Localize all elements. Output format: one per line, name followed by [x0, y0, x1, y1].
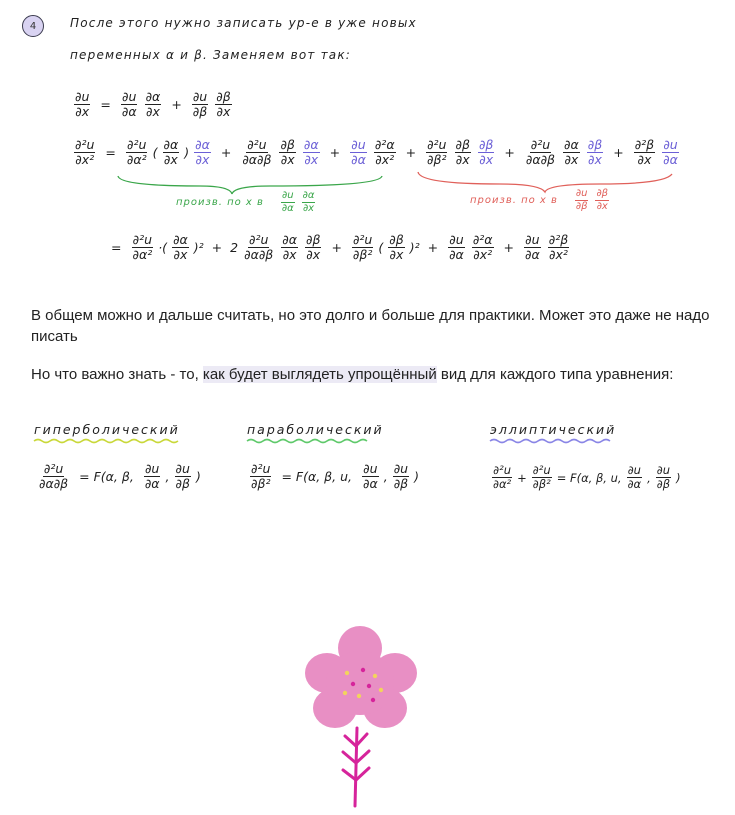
- type-elliptic: эллиптический: [490, 422, 617, 437]
- type-hyperbolic: гиперболический: [34, 422, 180, 437]
- eq2-f-p-num: ∂u: [663, 137, 678, 152]
- par-lhs-den: ∂β²: [251, 476, 271, 492]
- eq3-b-q-num: ∂β: [305, 232, 321, 247]
- eq3-a-den: ∂α²: [132, 247, 153, 263]
- eq3-a-p-den: ∂x: [173, 247, 188, 263]
- eq2-c-p-num: ∂²α: [374, 137, 395, 152]
- ell-f2-den: ∂β: [656, 477, 671, 492]
- par-f1-num: ∂u: [363, 461, 378, 476]
- ell-l2-num: ∂²u: [532, 463, 551, 477]
- form-elliptic: $\frac{\text{∂²u}}{\text{∂α²}}$ + $\frac{\text{∂²u}}{\text{∂β²}}$ = F(α, β, u, $\frac{\partial u}{\partial\alpha}$ , $\frac{\partial u}{\partial\beta}$ ): [493, 463, 681, 492]
- eq3-c-den: ∂β²: [352, 247, 373, 263]
- eq1-t2b-den: ∂x: [216, 104, 231, 120]
- paragraph2-post: вид для каждого типа уравнения:: [436, 366, 674, 383]
- eq2-lhs-num: ∂²u: [75, 137, 95, 152]
- green-f2-den: ∂x: [303, 202, 315, 214]
- eq2-b-den: ∂α∂β: [242, 152, 272, 168]
- eq1-t1a-num: ∂u: [122, 89, 137, 104]
- par-f1-den: ∂α: [362, 476, 378, 492]
- eq2-d-q-num: ∂β: [478, 137, 494, 152]
- eq3-a-p-num: ∂α: [173, 232, 188, 247]
- red-f2-den: ∂x: [596, 200, 608, 212]
- hyp-close: ): [195, 469, 201, 485]
- equation-second-derivative: $\frac{\text{∂²u}}{\text{∂x²}}$ = $\frac{\text{∂²u}}{\text{∂α²}}$ ( $\frac{\partial\alpha}{\partial x}$ ) $\frac{\partial\alpha}{\partial x}$ + $\frac{\text{∂²u}}{\partial\alpha\partial\beta}$ $\frac{\partial\beta}{\partial x}$ $\frac{\partial\alpha}{\partial x}$ + $\frac{\partial u}{\partial\alpha}$ $\frac{\text{∂²α}}{\text{∂x²}}$ + $\frac{\text{∂²u}}{\text{∂β²}}$ $\frac{\partial\beta}{\partial x}$ $\frac{\partial\beta}{\partial x}$ + $\frac{\text{∂²u}}{\partial\alpha\partial\beta}$ $\frac{\partial\alpha}{\partial x}$ $\frac{\partial\beta}{\partial x}$ + $\frac{\text{∂²β}}{\partial x}$ $\frac{\partial u}{\partial\alpha}$: [75, 137, 678, 168]
- green-label-text: произв. по x в: [176, 196, 264, 208]
- eq2-a-den: ∂α²: [126, 152, 147, 168]
- green-f2-num: ∂α: [302, 190, 315, 201]
- eq3-b-q-den: ∂x: [306, 247, 321, 263]
- eq2-f-num: ∂²β: [634, 137, 655, 152]
- ell-f1-num: ∂u: [627, 463, 641, 477]
- underline-hyperbolic: [34, 440, 178, 443]
- hyp-lhs-num: ∂²u: [43, 461, 64, 476]
- hyp-lhs-den: ∂α∂β: [39, 476, 69, 492]
- eq1-t2b-num: ∂β: [216, 89, 231, 104]
- paragraph2-highlight: как будет выглядеть упрощённый: [202, 366, 437, 383]
- eq2-e-p-den: ∂x: [564, 152, 579, 168]
- red-f1-den: ∂β: [575, 200, 588, 212]
- paragraph2-pre: Но что важно знать - то,: [31, 366, 203, 383]
- equation-first-derivative: $\frac{\partial u}{\partial x}$ = $\frac{\partial u}{\partial\alpha}$ $\frac{\partial\alpha}{\partial x}$ + $\frac{\partial u}{\partial\beta}$ $\frac{\partial\beta}{\partial x}$: [75, 89, 231, 120]
- underline-elliptic: [490, 440, 610, 443]
- ell-l2-den: ∂β²: [532, 477, 551, 492]
- eq2-c-den: ∂α: [351, 152, 366, 168]
- hyp-f2-den: ∂β: [175, 476, 190, 492]
- eq2-e-p-num: ∂α: [564, 137, 579, 152]
- eq3-a-num: ∂²u: [132, 232, 153, 247]
- ell-close: ): [676, 470, 681, 485]
- eq2-b-p-den: ∂x: [280, 152, 295, 168]
- eq2-a-num: ∂²u: [127, 137, 147, 152]
- form-parabolic: $\frac{\text{∂²u}}{\text{∂β²}}$ = F(α, β, u, $\frac{\partial u}{\partial\alpha}$ , $\frac{\partial u}{\partial\beta}$ ): [251, 461, 420, 492]
- green-f1-den: ∂α: [281, 202, 294, 214]
- eq2-e-q-num: ∂β: [587, 137, 603, 152]
- eq2-b-p-num: ∂β: [280, 137, 295, 152]
- eq3-b-p-den: ∂x: [282, 247, 297, 263]
- eq2-f-den: ∂x: [637, 152, 652, 168]
- red-label-text: произв. по x в: [470, 194, 558, 206]
- par-F: = F(α, β, u,: [281, 469, 352, 485]
- eq2-d-p-num: ∂β: [455, 137, 470, 152]
- eq3-d-p-num: ∂²α: [472, 232, 493, 247]
- ell-l1-num: ∂²u: [493, 463, 511, 477]
- eq2-d-p-den: ∂x: [455, 152, 470, 168]
- ell-plus: +: [517, 470, 527, 485]
- eq3-d-den: ∂α: [449, 247, 464, 263]
- eq1-lhs-num: ∂u: [75, 89, 90, 104]
- ell-F: = F(α, β, u,: [556, 470, 622, 485]
- eq2-b-q-den: ∂x: [304, 152, 319, 168]
- eq3-e-den: ∂α: [525, 247, 540, 263]
- eq2-d-den: ∂β²: [427, 152, 447, 168]
- hyp-f1-num: ∂u: [144, 461, 160, 476]
- hyp-F: = F(α, β,: [79, 469, 134, 485]
- red-f1-num: ∂u: [575, 188, 588, 199]
- par-f2-den: ∂β: [393, 476, 409, 492]
- eq2-a-q-num: ∂α: [195, 137, 210, 152]
- underline-parabolic: [247, 440, 367, 443]
- ell-f1-den: ∂α: [627, 477, 642, 492]
- green-f1-num: ∂u: [282, 190, 294, 201]
- flower-doodle: [295, 618, 425, 813]
- equation-expanded: = $\frac{\text{∂²u}}{\text{∂α²}}$ ·( $\frac{\partial\alpha}{\partial x}$ )² + 2 $\frac{\text{∂²u}}{\partial\alpha\partial\beta}$ $\frac{\partial\alpha}{\partial x}$ $\frac{\partial\beta}{\partial x}$ + $\frac{\text{∂²u}}{\text{∂β²}}$ ( $\frac{\partial\beta}{\partial x}$ )² + $\frac{\partial u}{\partial\alpha}$ $\frac{\text{∂²α}}{\text{∂x²}}$ + $\frac{\partial u}{\partial\alpha}$ $\frac{\text{∂²β}}{\text{∂x²}}$: [111, 232, 569, 263]
- eq2-f-p-den: ∂α: [663, 152, 678, 168]
- par-close: ): [414, 469, 420, 485]
- eq3-b-p-num: ∂α: [282, 232, 297, 247]
- eq3-b-den: ∂α∂β: [244, 247, 274, 263]
- form-hyperbolic: $\frac{\text{∂²u}}{\partial\alpha\partial\beta}$ = F(α, β, $\frac{\partial u}{\partial\alpha}$ , $\frac{\partial u}{\partial\beta}$ ): [39, 461, 201, 492]
- eq1-t2a-num: ∂u: [192, 89, 208, 104]
- eq2-e-den: ∂α∂β: [525, 152, 556, 168]
- ell-f2-num: ∂u: [656, 463, 671, 477]
- eq2-c-p-den: ∂x²: [375, 152, 395, 168]
- eq3-c-p-den: ∂x: [389, 247, 404, 263]
- intro-line-2: переменных α и β. Заменяем вот так:: [70, 48, 352, 62]
- eq2-e-q-den: ∂x: [588, 152, 602, 168]
- hyp-f2-num: ∂u: [175, 461, 190, 476]
- eq1-lhs-den: ∂x: [75, 104, 90, 120]
- eq3-c-num: ∂²u: [352, 232, 373, 247]
- eq2-e-num: ∂²u: [530, 137, 551, 152]
- paragraph-note: В общем можно и дальше считать, но это долго и больше для практики. Может это даже не надо писать: [31, 307, 710, 345]
- eq3-d-p-den: ∂x²: [473, 247, 493, 263]
- eq1-t1b-num: ∂α: [145, 89, 161, 104]
- eq2-d-num: ∂²u: [427, 137, 447, 152]
- eq2-b-num: ∂²u: [247, 137, 267, 152]
- ell-l1-den: ∂α²: [493, 477, 512, 492]
- eq3-d-num: ∂u: [449, 232, 464, 247]
- hyp-f1-den: ∂α: [144, 476, 160, 492]
- eq3-c-p-num: ∂β: [389, 232, 404, 247]
- eq3-e-num: ∂u: [525, 232, 540, 247]
- red-f2-num: ∂β: [596, 188, 609, 199]
- par-f2-num: ∂u: [393, 461, 409, 476]
- step-number-badge: 4: [22, 15, 44, 37]
- flower-stem: [343, 728, 369, 806]
- eq2-a-p-num: ∂α: [163, 137, 179, 152]
- flower-petals: [305, 626, 417, 728]
- eq2-a-q-den: ∂x: [195, 152, 210, 168]
- eq2-lhs-den: ∂x²: [75, 152, 95, 168]
- eq2-c-num: ∂u: [351, 137, 366, 152]
- type-parabolic: параболический: [247, 422, 384, 437]
- eq2-d-q-den: ∂x: [479, 152, 494, 168]
- par-lhs-num: ∂²u: [251, 461, 271, 476]
- eq2-a-p-den: ∂x: [163, 152, 178, 168]
- eq1-t1b-den: ∂x: [146, 104, 160, 120]
- eq3-b-num: ∂²u: [248, 232, 269, 247]
- eq3-e-p-num: ∂²β: [548, 232, 569, 247]
- intro-line-1: После этого нужно записать ур-е в уже новых: [70, 16, 417, 30]
- eq3-e-p-den: ∂x²: [549, 247, 568, 263]
- eq1-t2a-den: ∂β: [192, 104, 208, 120]
- eq1-t1a-den: ∂α: [121, 104, 137, 120]
- eq2-b-q-num: ∂α: [303, 137, 319, 152]
- eq3-b-coef: 2: [230, 240, 239, 256]
